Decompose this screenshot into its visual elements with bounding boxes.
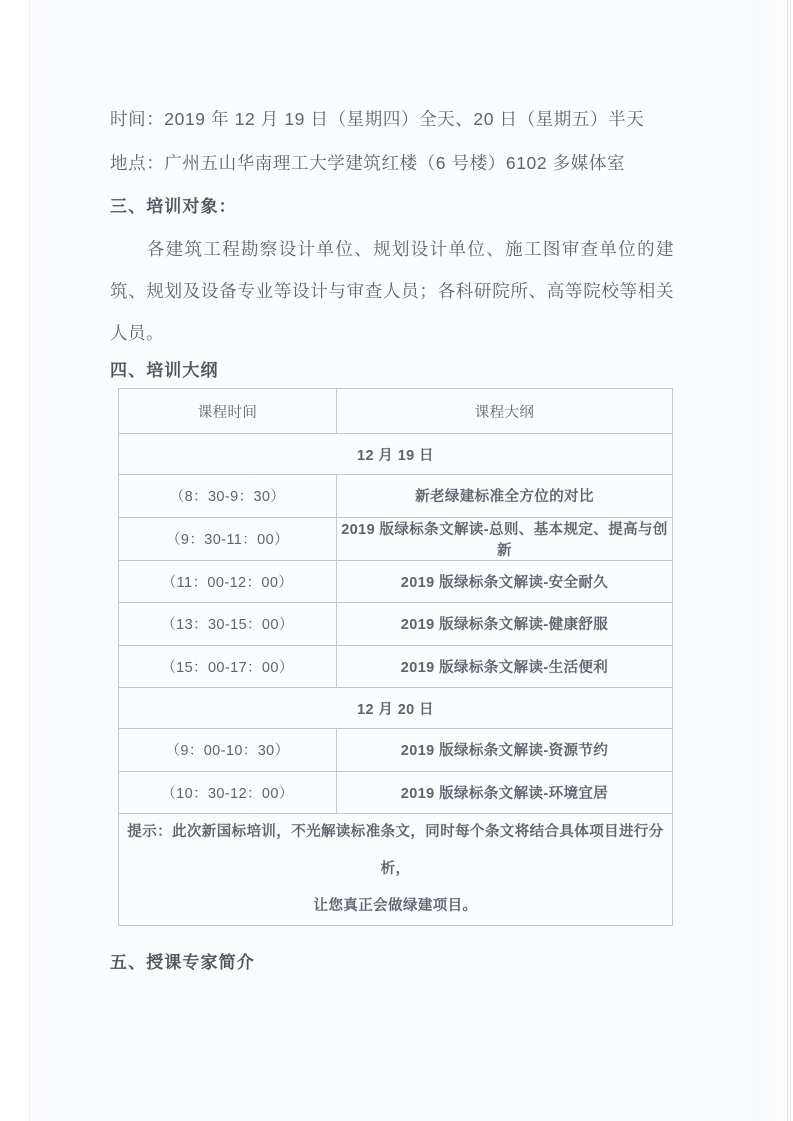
table-row <box>119 475 673 518</box>
table-row <box>119 729 673 772</box>
day-label-2: 12 月 20 日 <box>119 688 673 729</box>
table-row <box>119 603 673 646</box>
table-row <box>119 771 673 814</box>
column-header-topic: 课程大纲 <box>337 389 673 434</box>
table-note-line-1: 提示：此次新国标培训，不光解读标准条文，同时每个条文将结合具体项目进行分析， <box>127 824 664 877</box>
session-topic: 2019 版绿标条文解读-安全耐久 <box>337 560 673 603</box>
event-location-line: 地点：广州五山华南理工大学建筑红楼（6 号楼）6102 多媒体室 <box>110 153 626 173</box>
day-divider-row-2 <box>119 688 673 729</box>
table-note-line-2: 让您真正会做绿建项目。 <box>313 898 478 914</box>
session-topic: 2019 版绿标条文解读-环境宜居 <box>337 771 673 814</box>
session-time: （13：30-15：00） <box>119 603 337 646</box>
section-three-paragraph-text: 各建筑工程勘察设计单位、规划设计单位、施工图审查单位的建筑、规划及设备专业等设计与审查人员；各科研院所、高等院校等相关人员。 <box>110 239 674 343</box>
table-note-cell <box>119 814 673 926</box>
table-row <box>119 517 673 560</box>
section-five-heading: 五、授课专家简介 <box>110 953 255 972</box>
section-four-heading: 四、培训大纲 <box>110 361 219 380</box>
session-topic: 2019 版绿标条文解读-生活便利 <box>337 645 673 688</box>
section-three-heading: 三、培训对象： <box>110 197 237 216</box>
training-outline-table <box>118 388 673 926</box>
session-topic: 2019 版绿标条文解读-健康舒服 <box>337 603 673 646</box>
table-row <box>119 560 673 603</box>
day-divider-row-1 <box>119 434 673 475</box>
column-header-time: 课程时间 <box>119 389 337 434</box>
session-time: （10：30-12：00） <box>119 771 337 814</box>
session-time: （11：00-12：00） <box>119 560 337 603</box>
session-time: （9：30-11：00） <box>119 517 337 560</box>
day-label-1: 12 月 19 日 <box>119 434 673 475</box>
event-time-line: 时间：2019 年 12 月 19 日（星期四）全天、20 日（星期五）半天 <box>110 109 645 129</box>
session-topic: 新老绿建标准全方位的对比 <box>337 475 673 518</box>
session-time: （8：30-9：30） <box>119 475 337 518</box>
table-row <box>119 645 673 688</box>
session-time: （9：00-10：30） <box>119 729 337 772</box>
session-topic: 2019 版绿标条文解读-资源节约 <box>337 729 673 772</box>
table-note-row <box>119 814 673 926</box>
section-three-paragraph <box>110 228 674 354</box>
table-header-row <box>119 389 673 434</box>
session-time: （15：00-17：00） <box>119 645 337 688</box>
session-topic: 2019 版绿标条文解读-总则、基本规定、提高与创新 <box>337 517 673 560</box>
